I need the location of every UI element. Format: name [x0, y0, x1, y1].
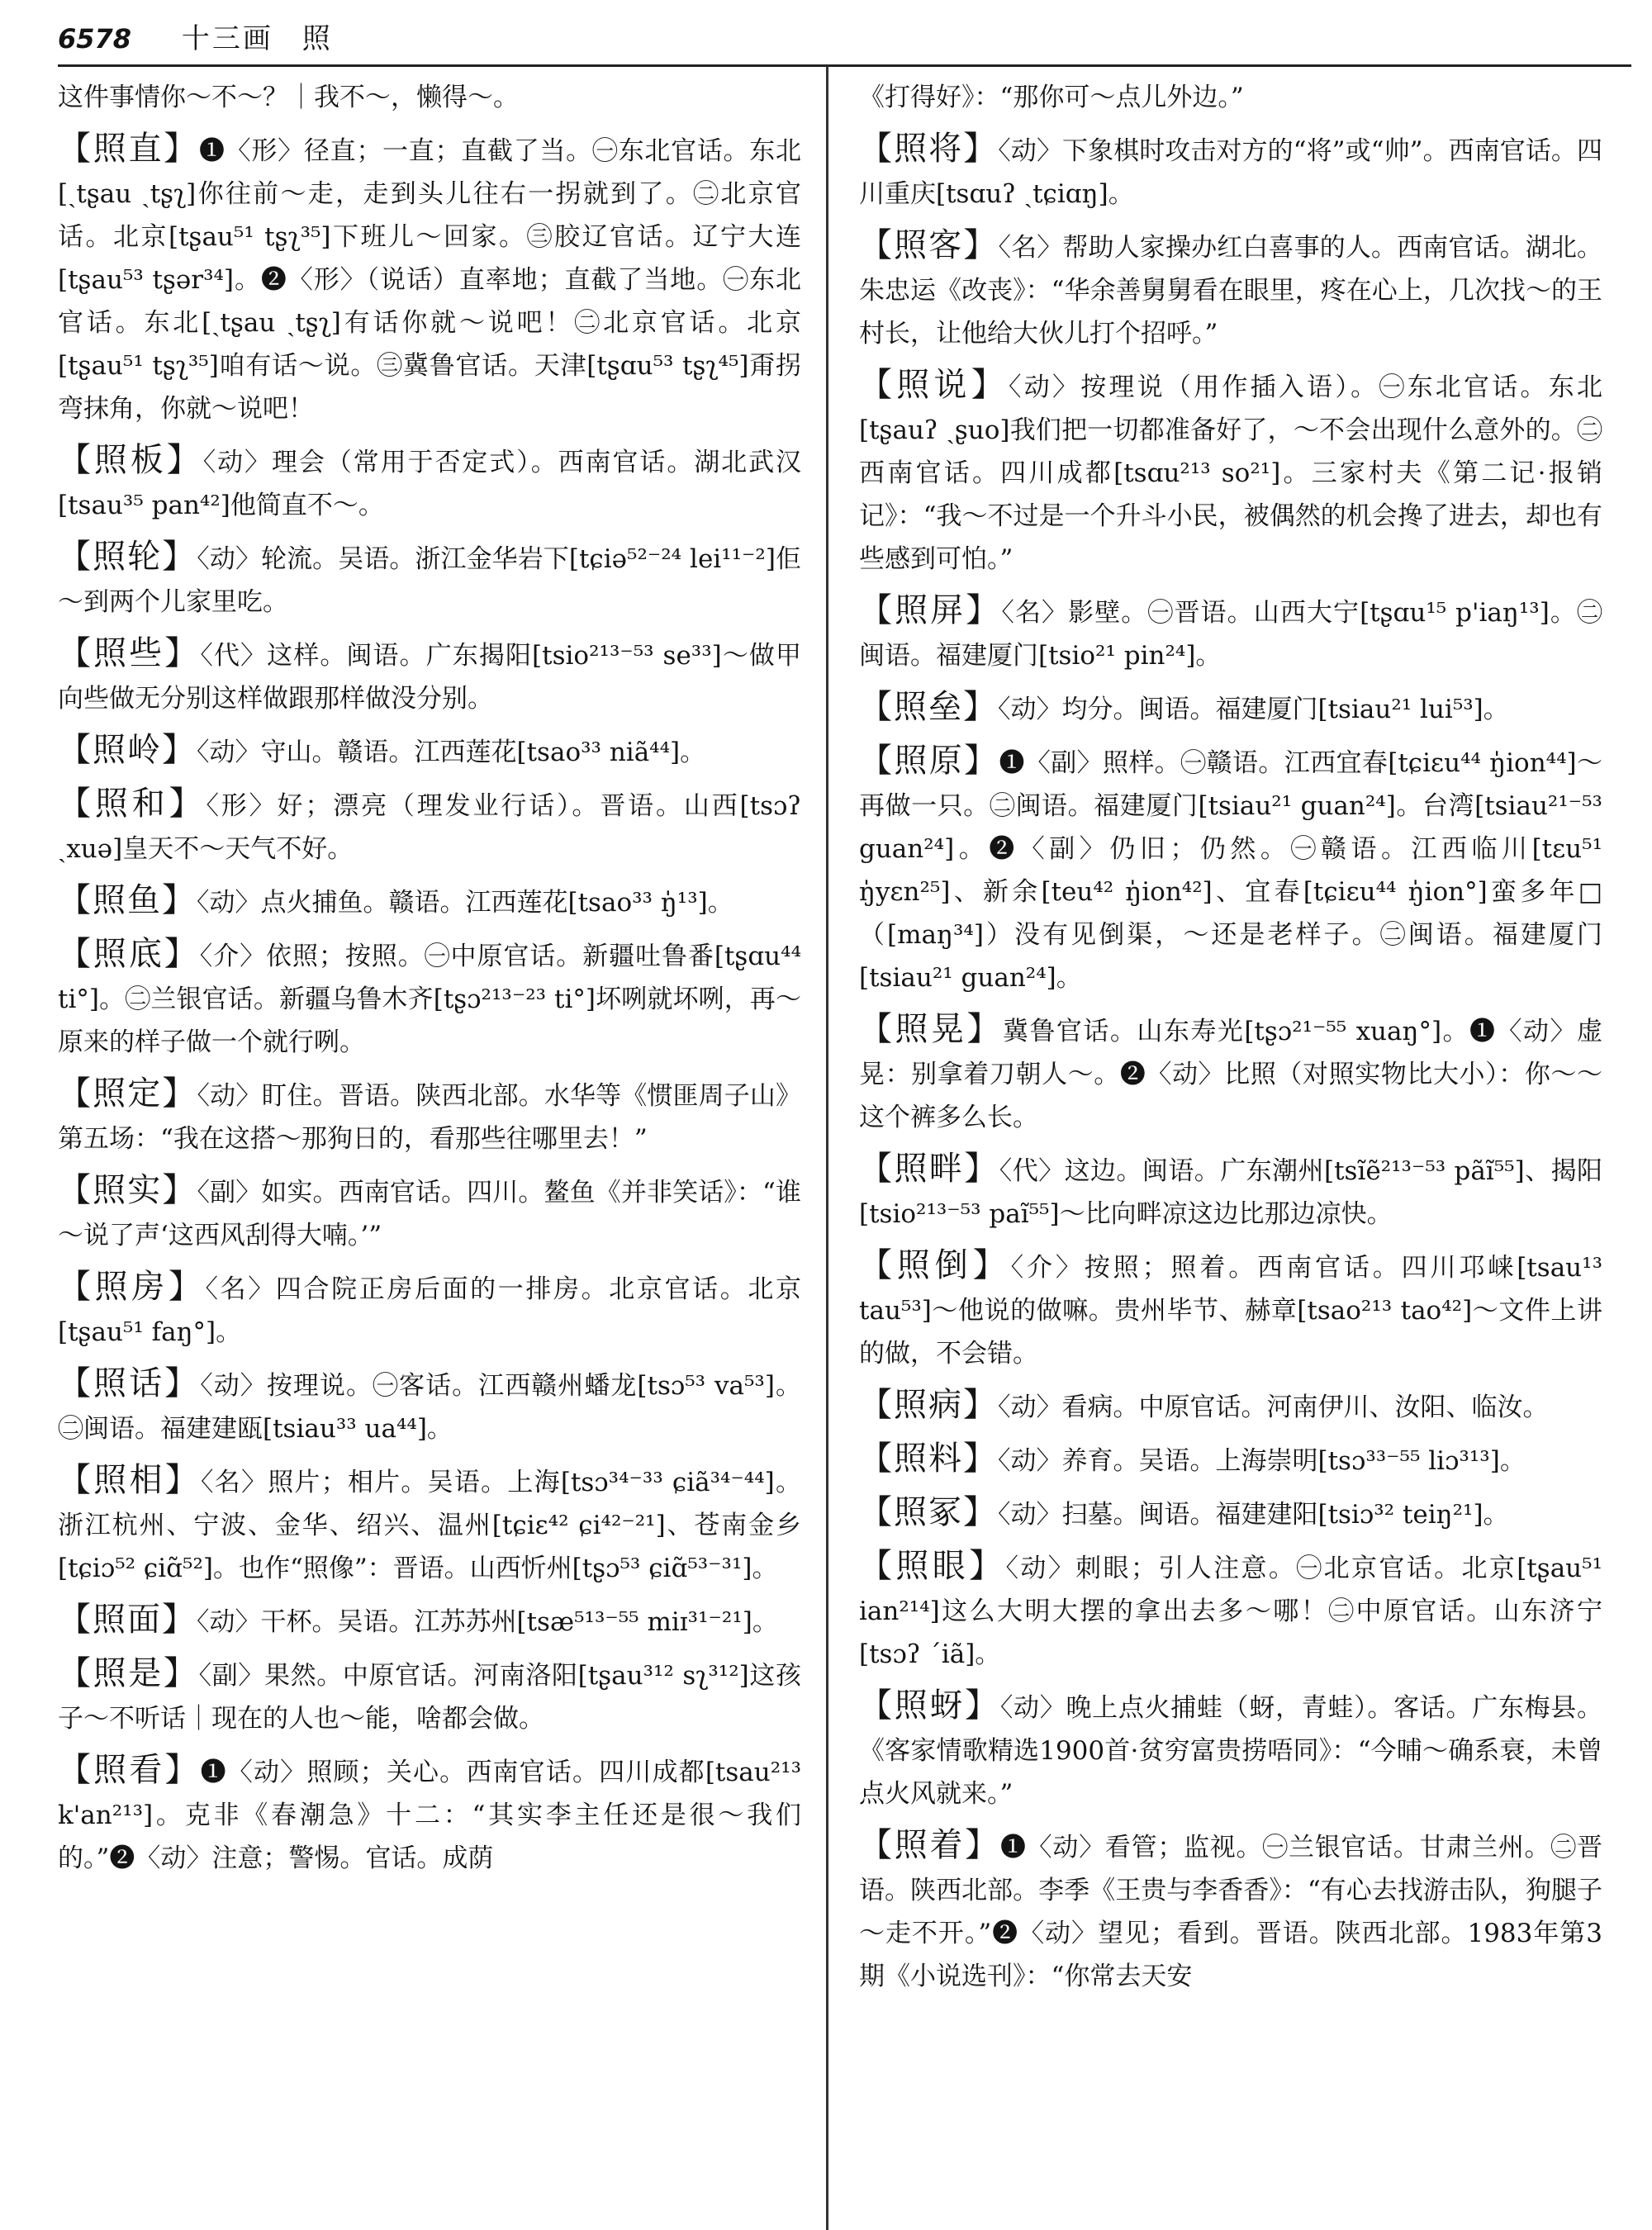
entry-definition: 〈名〉影壁。㊀晋语。山西大宁[tʂɑu¹⁵ p'iaŋ¹³]。㊁闽语。福建厦门[tsio²¹ pin²⁴]。	[859, 598, 1602, 671]
dictionary-entry	[859, 1244, 1602, 1375]
entry-definition: 〈动〉按理说。㊀客话。江西赣州蟠龙[tsɔ⁵³ va⁵³]。㊁闽语。福建建瓯[tsiau³³ ua⁴⁴]。	[58, 1371, 801, 1444]
entry-definition: 〈动〉下象棋时攻击对方的“将”或“帅”。西南官话。四川重庆[tsɑuʔ ˏtɕiɑŋ]。	[859, 136, 1602, 209]
entry-definition: 〈形〉好；漂亮（理发业行话）。晋语。山西[tsɔʔ ˏxuə]皇天不～天气不好。	[58, 791, 801, 864]
dictionary-entry	[58, 1169, 801, 1257]
continued-text: 这件事情你～不～？｜我不～，懒得～。	[58, 83, 519, 112]
dictionary-entry	[859, 1437, 1602, 1483]
dictionary-entry	[859, 1824, 1602, 1998]
entry-headword: 【照话】	[58, 1364, 201, 1402]
entry-definition: ❶〈副〉照样。㊀赣语。江西宜春[tɕiɛu⁴⁴ ŋ̍ion⁴⁴]～再做一只。㊁闽语。福建厦门[tsiau²¹ guan²⁴]。台湾[tsiau²¹⁻⁵³ guan²⁴]。❷〈副〉仍旧；仍然。㊀赣语。江西临川[tɛu⁵¹ ŋ̍yɛn²⁵]、新余[teu⁴² ŋ̍ion⁴²]、宜春[tɕiɛu⁴⁴ ŋ̍ion°]蛮多年□（[maŋ³⁴]）没有见倒渠，～还是老样子。㊁闽语。福建厦门[tsiau²¹ guan²⁴]。	[859, 748, 1602, 993]
entry-headword: 【照轮】	[58, 538, 197, 576]
entry-definition: ❶〈动〉看管；监视。㊀兰银官话。甘肃兰州。㊁晋语。陕西北部。李季《王贵与李香香》：“有心去找游击队，狗腿子～走不开。”❷〈动〉望见；看到。晋语。陕西北部。1983年第3期《小说选刊》：“你常去天安	[859, 1833, 1602, 1991]
entry-headword: 【照客】	[859, 226, 999, 264]
dictionary-entry	[859, 1147, 1602, 1236]
entry-headword: 【照岭】	[58, 731, 197, 769]
dictionary-entry	[58, 632, 801, 720]
entry-headword: 【照料】	[859, 1440, 998, 1478]
entry-headword: 【照些】	[58, 634, 201, 672]
entry-headword: 【照着】	[859, 1826, 1000, 1864]
entry-headword: 【照相】	[58, 1461, 201, 1499]
dictionary-entry	[58, 1362, 801, 1450]
dictionary-entry	[58, 535, 801, 624]
dictionary-entry	[58, 879, 801, 924]
entry-headword: 【照看】	[58, 1751, 201, 1789]
dictionary-entry	[58, 439, 801, 527]
entry-headword: 【照说】	[859, 366, 1009, 404]
entry-definition: 〈动〉干杯。吴语。江苏苏州[tsæ⁵¹³⁻⁵⁵ miɪ³¹⁻²¹]。	[197, 1607, 778, 1637]
column-divider	[826, 66, 828, 2230]
entry-headword: 【照底】	[58, 935, 200, 973]
entry-headword: 【照冢】	[859, 1493, 998, 1531]
page-header	[58, 18, 1631, 59]
entry-definition: 〈介〉按照；照着。西南官话。四川邛崃[tsau¹³ tau⁵³]～他说的做嘛。贵州毕节、赫章[tsao²¹³ tao⁴²]～文件上讲的做，不会错。	[859, 1253, 1602, 1369]
dictionary-entry	[58, 1072, 801, 1160]
dictionary-entry	[859, 1383, 1602, 1429]
right-column	[859, 76, 1602, 2223]
section-title: 十三画	[181, 22, 273, 55]
entry-definition: 〈动〉按理说（用作插入语）。㊀东北官话。东北[tʂauʔ ˏʂuo]我们把一切都准备好了，～不会出现什么意外的。㊁西南官话。四川成都[tsɑu²¹³ so²¹]。三家村夫《第二记·报销记》：“我～不过是一个升斗小民，被偶然的机会搀了进去，却也有些感到可怕。”	[859, 372, 1602, 574]
entry-headword: 【照面】	[58, 1601, 197, 1639]
dictionary-entry	[859, 1544, 1602, 1676]
entry-definition: ❶〈动〉照顾；关心。西南官话。四川成都[tsau²¹³ k'an²¹³]。克非《春潮急》十二：“其实李主任还是很～我们的。”❷〈动〉注意；警惕。官话。成荫	[58, 1758, 801, 1873]
entry-definition: 〈动〉轮流。吴语。浙江金华岩下[tɕiə⁵²⁻²⁴ lei¹¹⁻²]佢～到两个儿家里吃。	[58, 544, 801, 617]
dictionary-entry	[58, 1598, 801, 1644]
entry-definition: 〈名〉照片；相片。吴语。上海[tsɔ³⁴⁻³³ ɕiã³⁴⁻⁴⁴]。浙江杭州、宁波、金华、绍兴、温州[tɕiɛ⁴² ɕi⁴²⁻²¹]、苍南金乡[tɕiɔ⁵² ɕiɑ̃⁵²]。也作“照像”：晋语。山西忻州[tʂɔ⁵³ ɕiɑ̃⁵³⁻³¹]。	[58, 1468, 801, 1583]
entry-definition: 〈名〉四合院正房后面的一排房。北京官话。北京[tʂau⁵¹ faŋ°]。	[58, 1274, 801, 1347]
entry-headword: 【照是】	[58, 1654, 199, 1692]
entry-definition: 〈代〉这样。闽语。广东揭阳[tsio²¹³⁻⁵³ se³³]～做甲向些做无分别这样做跟那样做没分别。	[58, 641, 801, 714]
entry-definition: 〈副〉如实。西南官话。四川。鳌鱼《并非笑话》：“谁～说了声‘这西风刮得大喃。’”	[58, 1178, 801, 1250]
entry-definition: 〈名〉帮助人家操办红白喜事的人。西南官话。湖北。朱忠运《改丧》：“华余善舅舅看在眼里，疼在心上，几次找～的王村长，让他给大伙儿打个招呼。”	[859, 233, 1602, 349]
entry-definition: 〈动〉扫墓。闽语。福建建阳[tsiɔ³² teiŋ²¹]。	[998, 1500, 1509, 1530]
entry-headword: 【照晃】	[859, 1010, 1003, 1048]
dictionary-entry	[58, 1459, 801, 1590]
entry-headword: 【照实】	[58, 1171, 197, 1209]
dictionary-entry	[58, 1652, 801, 1740]
entry-headword: 【照和】	[58, 785, 206, 823]
entry-definition: 〈代〉这边。闽语。广东潮州[tsĩẽ²¹³⁻⁵³ pãĩ⁵⁵]、揭阳[tsio²¹³⁻⁵³ paĩ⁵⁵]～比向畔凉这边比那边凉快。	[859, 1156, 1602, 1229]
entry-definition: 〈动〉点火捕鱼。赣语。江西莲花[tsao³³ ŋ̍¹³]。	[197, 888, 733, 918]
entry-headword: 【照定】	[58, 1075, 197, 1113]
left-column	[58, 76, 801, 2223]
dictionary-entry	[859, 739, 1602, 999]
page-number: 6578	[58, 23, 132, 55]
dictionary-entry	[859, 1491, 1602, 1536]
dictionary-entry	[58, 1265, 801, 1354]
dictionary-entry	[859, 224, 1602, 355]
entry-headword: 【照板】	[58, 441, 203, 479]
entry-definition: 〈动〉养育。吴语。上海崇明[tsɔ³³⁻⁵⁵ liɔ³¹³]。	[998, 1446, 1526, 1476]
entry-headword: 【照原】	[859, 742, 999, 780]
section-character: 照	[301, 22, 330, 55]
dictionary-entry	[58, 782, 801, 871]
entry-definition: 〈动〉守山。赣语。江西莲花[tsao³³ niã⁴⁴]。	[197, 738, 706, 767]
entry-headword: 【照直】	[58, 130, 199, 168]
entry-definition: 〈动〉理会（常用于否定式）。西南官话。湖北武汉[tsau³⁵ pan⁴²]他简直不～。	[58, 448, 801, 520]
entry-definition: 〈动〉刺眼；引人注意。㊀北京官话。北京[tʂau⁵¹ ian²¹⁴]这么大明大摆的拿出去多～哪！㊁中原官话。山东济宁[tsɔʔ ˊiã]。	[859, 1554, 1602, 1669]
entry-headword: 【照房】	[58, 1268, 206, 1306]
dictionary-entry	[859, 1684, 1602, 1815]
entry-definition: 〈动〉看病。中原官话。河南伊川、汝阳、临汝。	[998, 1393, 1549, 1422]
entry-definition: 〈动〉均分。闽语。福建厦门[tsiau²¹ lui⁵³]。	[998, 695, 1509, 724]
entry-definition: ❶〈形〉径直；一直；直截了当。㊀东北官话。东北[ˏtʂau ˏtʂʅ]你往前～走，走到头儿往右一拐就到了。㊁北京官话。北京[tʂau⁵¹ tʂʅ³⁵]下班儿～回家。㊂胶辽官话。辽宁大连[tʂau⁵³ tʂər³⁴]。❷〈形〉（说话）直率地；直截了当地。㊀东北官话。东北[ˏtʂau ˏtʂʅ]有话你就～说吧！㊁北京官话。北京[tʂau⁵¹ tʂʅ³⁵]咱有话～说。㊂冀鲁官话。天津[tʂɑu⁵³ tʂʅ⁴⁵]甭拐弯抹角，你就～说吧！	[58, 136, 801, 424]
entry-headword: 【照屏】	[859, 591, 1002, 629]
entry-definition: 〈动〉盯住。晋语。陕西北部。水华等《惯匪周子山》第五场：“我在这搭～那狗日的，看那些往哪里去！”	[58, 1081, 801, 1154]
entry-headword: 【照畔】	[859, 1150, 999, 1188]
continued-text: 《打得好》：“那你可～点儿外边。”	[859, 83, 1244, 112]
dictionary-entry	[58, 127, 801, 430]
dictionary-entry	[58, 1748, 801, 1880]
entry-definition: 〈副〉果然。中原官话。河南洛阳[tʂau³¹² sʅ³¹²]这孩子～不听话｜现在的人也～能，啥都会做。	[58, 1661, 801, 1734]
entry-definition: 冀鲁官话。山东寿光[tʂɔ²¹⁻⁵⁵ xuaŋ°]。❶〈动〉虚晃：别拿着刀朝人～。❷〈动〉比照（对照实物比大小）：你～～这个裤多么长。	[859, 1017, 1602, 1132]
dictionary-entry	[859, 127, 1602, 216]
entry-headword: 【照鱼】	[58, 881, 197, 919]
dictionary-entry	[859, 363, 1602, 581]
dictionary-entry	[58, 728, 801, 774]
entry-headword: 【照垒】	[859, 688, 998, 726]
dictionary-entry	[58, 932, 801, 1064]
entry-headword: 【照蚜】	[859, 1687, 1000, 1725]
entry-definition: 〈介〉依照；按照。㊀中原官话。新疆吐鲁番[tʂɑu⁴⁴ ti°]。㊁兰银官话。新疆乌鲁木齐[tʂɔ²¹³⁻²³ ti°]坏咧就坏咧，再～原来的样子做一个就行咧。	[58, 942, 801, 1057]
header-rule	[58, 64, 1631, 67]
entry-definition: 〈动〉晚上点火捕蛙（蚜，青蛙）。客话。广东梅县。《客家情歌精选1900首·贫穷富贵捞唔同》：“今晡～确系衰，未曾点火风就来。”	[859, 1693, 1602, 1809]
entry-headword: 【照倒】	[859, 1246, 1011, 1284]
dictionary-entry	[859, 686, 1602, 731]
entry-headword: 【照将】	[859, 130, 999, 168]
dictionary-entry	[859, 589, 1602, 677]
entry-headword: 【照眼】	[859, 1547, 1006, 1585]
dictionary-entry	[859, 1008, 1602, 1139]
entry-headword: 【照病】	[859, 1386, 998, 1424]
